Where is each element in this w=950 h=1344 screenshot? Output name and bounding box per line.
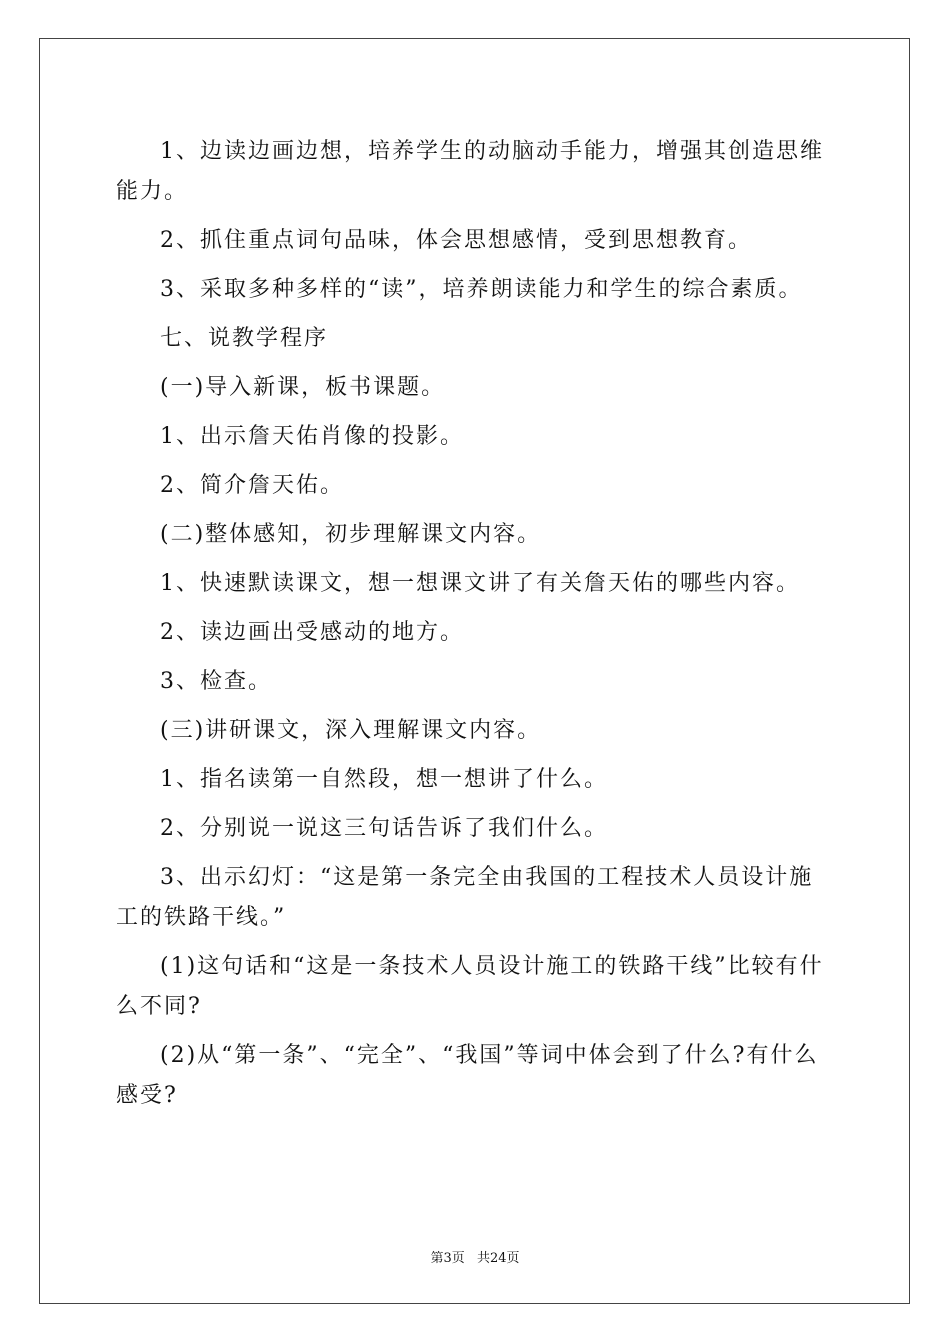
page-footer	[0, 1247, 950, 1266]
paragraph: 2、简介詹天佑。	[160, 473, 344, 498]
paragraph: 2、抓住重点词句品味，体会思想感情，受到思想教育。	[160, 228, 752, 253]
paragraph: 1、指名读第一自然段，想一想讲了什么。	[160, 767, 608, 792]
paragraph: (1)这句话和“这是一条技术人员设计施工的铁路干线”比较有什么不同?	[116, 954, 824, 1019]
subsection-heading: (三)讲研课文，深入理解课文内容。	[160, 718, 542, 743]
section-heading: 七、说教学程序	[160, 326, 329, 351]
subsection-heading: (二)整体感知，初步理解课文内容。	[160, 522, 542, 547]
document-body	[116, 132, 836, 1125]
paragraph: 1、边读边画边想，培养学生的动脑动手能力，增强其创造思维能力。	[116, 139, 824, 204]
paragraph: 2、读边画出受感动的地方。	[160, 620, 464, 645]
subsection-heading: (一)导入新课，板书课题。	[160, 375, 446, 400]
paragraph: 2、分别说一说这三句话告诉了我们什么。	[160, 816, 608, 841]
paragraph: (2)从“第一条”、“完全”、“我国”等词中体会到了什么?有什么感受?	[116, 1043, 819, 1108]
page-total: 共24页	[476, 1251, 520, 1266]
paragraph: 3、检查。	[160, 669, 272, 694]
paragraph: 3、采取多种多样的“读”，培养朗读能力和学生的综合素质。	[160, 277, 803, 302]
page-number: 第3页	[430, 1251, 465, 1266]
paragraph: 1、快速默读课文，想一想课文讲了有关詹天佑的哪些内容。	[160, 571, 800, 596]
paragraph: 3、出示幻灯：“这是第一条完全由我国的工程技术人员设计施工的铁路干线。”	[116, 865, 814, 930]
paragraph: 1、出示詹天佑肖像的投影。	[160, 424, 464, 449]
